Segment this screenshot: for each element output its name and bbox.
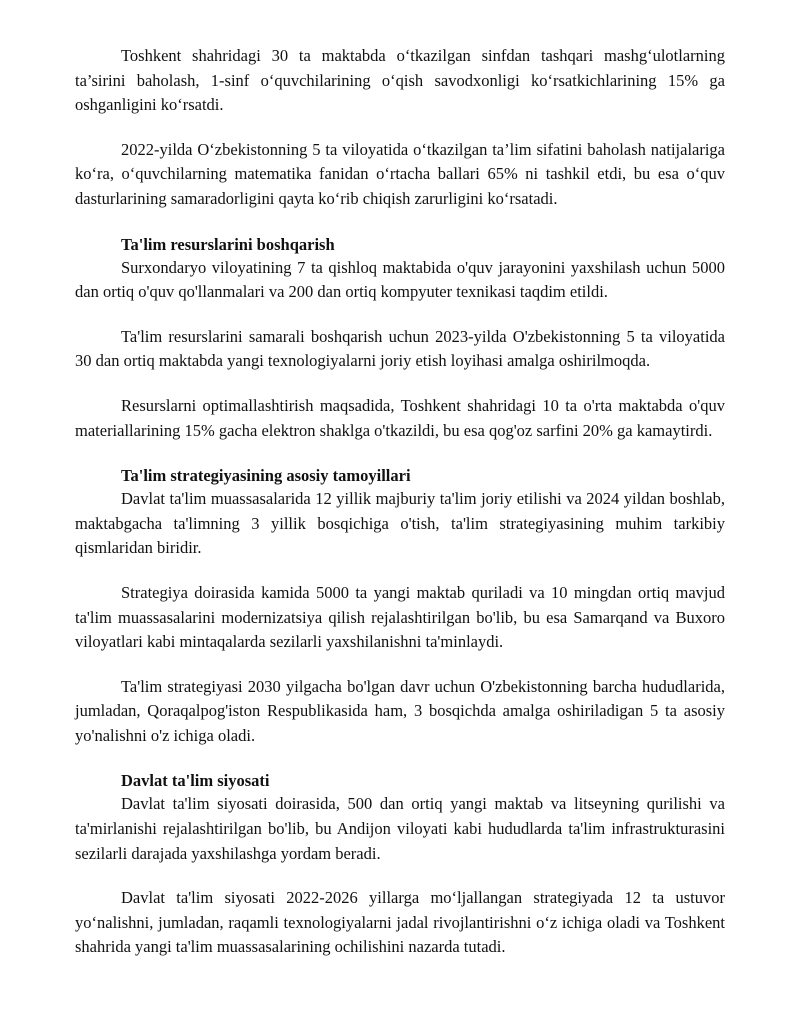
section-policy [75,770,725,960]
paragraph: Strategiya doirasida kamida 5000 ta yangi maktab quriladi va 10 mingdan ortiq mavjud ta'lim muassasalarini modernizatsiya qilish rejalashtirilgan bo'lib, bu esa Samarqand va Buxoro viloyatlari kabi mintaqalarda sezilarli yaxshilanishni ta'minlaydi. [75,582,725,652]
section-strategy [75,465,725,748]
paragraph: 2022-yilda O‘zbekistonning 5 ta viloyatida o‘tkazilgan ta’lim sifatini baholash natijalariga ko‘ra, o‘quvchilarning matematika fanidan o‘rtacha ballari 65% ni tashkil etdi, bu esa o‘quv dasturlarining samaradorligini qayta ko‘rib chiqish zarurligini ko‘rsatadi. [75,139,725,208]
section-heading: Davlat ta'lim siyosati [121,771,270,791]
paragraph: Davlat ta'lim siyosati 2022-2026 yillarga mo‘ljallangan strategiyada 12 ta ustuvor yo‘nalishni, jumladan, raqamli texnologiyalarni jadal rivojlantirishni o‘z ichiga oladi va Toshkent shahrida yangi ta'lim muassasalarining ochilishini nazarda tutadi. [75,888,725,957]
paragraph: Surxondaryo viloyatining 7 ta qishloq maktabida o'quv jarayonini yaxshilash uchun 5000 dan ortiq o'quv qo'llanmalari va 200 dan ortiq kompyuter texnikasi taqdim etildi. [75,257,725,302]
paragraph: Davlat ta'lim muassasalarida 12 yillik majburiy ta'lim joriy etilishi va 2024 yildan boshlab, maktabgacha ta'limning 3 yillik bosqichiga o'tish, ta'lim strategiyasining muhim tarkibiy qismlaridan biridir. [75,489,725,558]
paragraph: Ta'lim resurslarini samarali boshqarish uchun 2023-yilda O'zbekistonning 5 ta viloyatida 30 dan ortiq maktabda yangi texnologiyalarni joriy etish loyihasi amalga oshirilmoqda. [75,326,725,371]
section-heading: Ta'lim strategiyasining asosiy tamoyillari [121,466,411,486]
section-resources [75,234,725,444]
paragraph: Toshkent shahridagi 30 ta maktabda o‘tkazilgan sinfdan tashqari mashg‘ulotlarning ta’sirini baholash, 1-sinf o‘quvchilarining o‘qish savodxonligi ko‘rsatkichlarining 15% ga oshganligini ko‘rsatdi. [75,46,725,115]
paragraph: Resurslarni optimallashtirish maqsadida, Toshkent shahridagi 10 ta o'rta maktabda o'quv materiallarining 15% gacha elektron shaklga o'tkazildi, bu esa qog'oz sarfini 20% ga kamaytirdi. [75,395,725,440]
section-heading: Ta'lim resurslarini boshqarish [121,234,335,254]
paragraph: Ta'lim strategiyasi 2030 yilgacha bo'lgan davr uchun O'zbekistonning barcha hududlarida, jumladan, Qoraqalpog'iston Respublikasida ham, 3 bosqichda amalga oshiriladigan 5 ta asosiy yo'nalishni o'z ichiga oladi. [75,676,725,745]
intro-section [75,44,725,212]
paragraph: Davlat ta'lim siyosati doirasida, 500 dan ortiq yangi maktab va litseyning qurilishi va ta'mirlanishi rejalashtirilgan bo'lib, bu Andijon viloyati kabi hududlarda ta'lim infrastrukturasini sezilarli darajada yaxshilashga yordam beradi. [75,794,725,863]
